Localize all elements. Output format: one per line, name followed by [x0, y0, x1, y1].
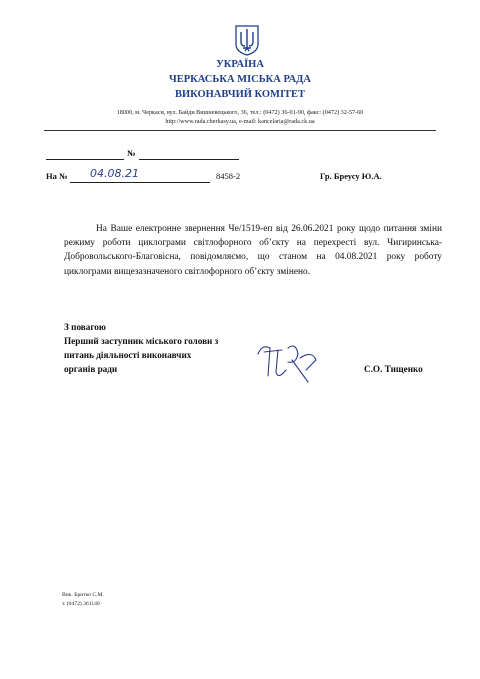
address-line: 18000, м. Черкаси, вул. Байди Вишневецького, 36, тел.: (0472) 36-01-90, факс: (0472) 32-57-60: [116, 109, 364, 116]
executor-phone: т. (0472) 361140: [62, 601, 100, 607]
incoming-ref-label: На №: [46, 171, 68, 181]
web-contact-line: http://www.rada.cherkasy.ua, e-mail: kancelaria@rada.ck.ua: [165, 118, 315, 125]
incoming-date-handwritten: 04.08.21: [90, 167, 139, 180]
outgoing-number-blank: [139, 159, 239, 160]
handwritten-signature: [252, 340, 322, 388]
recipient-name: Гр. Бреусу Ю.А.: [320, 171, 382, 181]
country-heading: УКРАЇНА: [216, 59, 264, 70]
signatory-title-line3: органів ради: [64, 364, 118, 374]
outgoing-date-blank: [46, 159, 124, 160]
outgoing-number: 8458-2: [216, 171, 241, 181]
council-heading: ЧЕРКАСЬКА МІСЬКА РАДА: [169, 74, 311, 85]
number-sign: №: [127, 148, 136, 158]
signatory-title-line1: Перший заступник міського голови з: [64, 336, 219, 346]
committee-heading: ВИКОНАВЧИЙ КОМІТЕТ: [174, 89, 306, 100]
signatory-name: С.О. Тищенко: [364, 364, 423, 374]
closing-phrase: З повагою: [64, 322, 106, 332]
incoming-ref-line: [70, 182, 210, 183]
header-divider: [44, 130, 436, 131]
coat-of-arms-icon: [234, 24, 260, 56]
executor-name: Вик. Бритко С.М.: [62, 592, 104, 598]
letter-body: На Ваше електронне звернення Че/1519-еп від 26.06.2021 року щодо питання зміни режиму роботи циклограми світлофорного об’єкту на перехресті вул. Чигиринська-Добровольського-Благовісна, повідомляємо, що станом на 04.08.2021 року роботу циклограми вищезазначеного світлофорного об’єкту змінено.: [64, 224, 442, 277]
signatory-title-line2: питань діяльності виконавчих: [64, 350, 192, 360]
